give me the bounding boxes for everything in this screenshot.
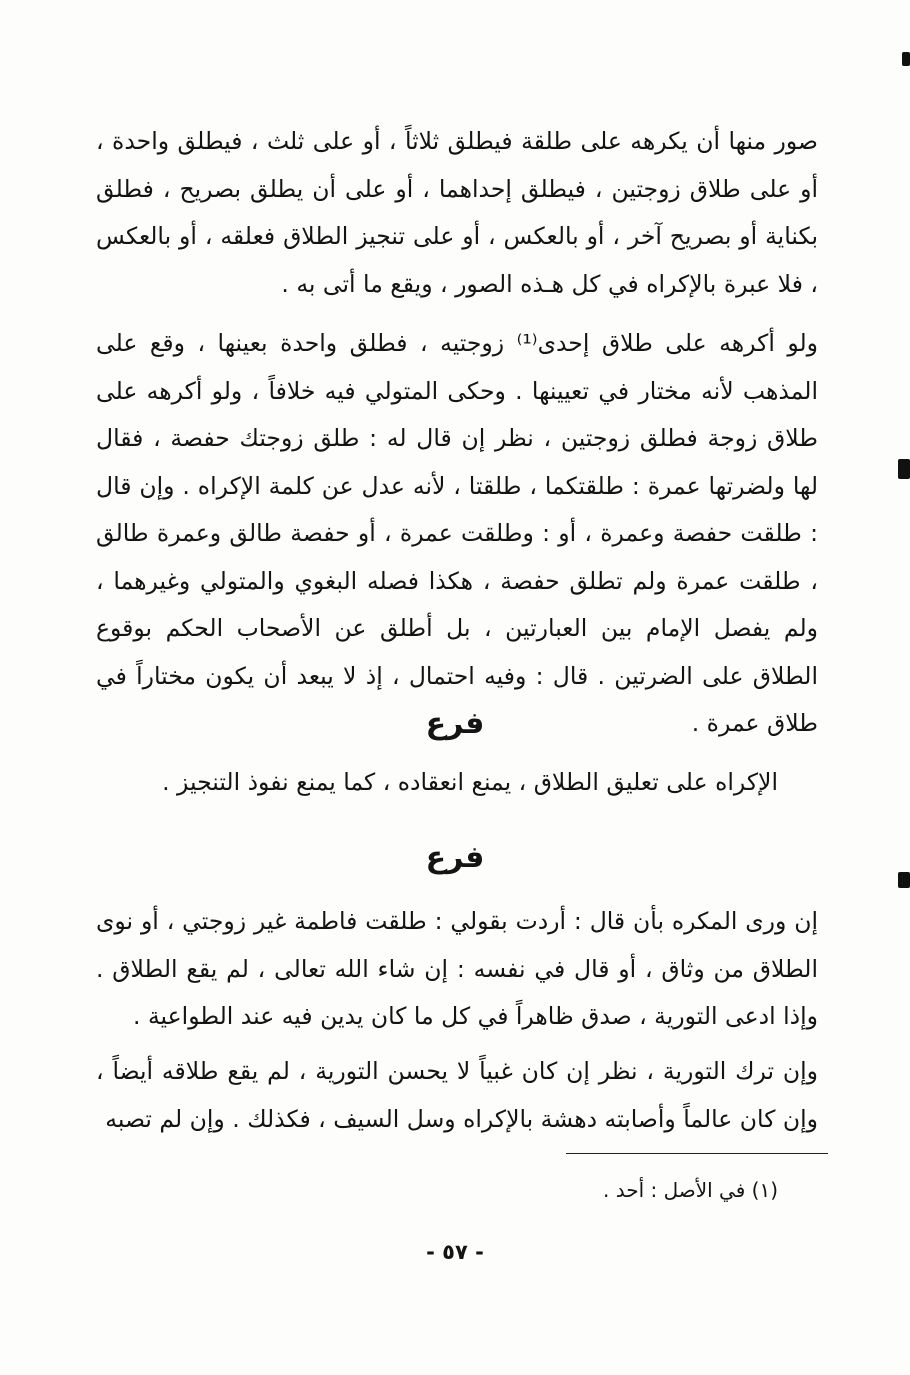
- paragraph-block-3: [96, 898, 818, 1041]
- section-heading-branch-1: فرع: [425, 706, 485, 741]
- page-number: - ٥٧ -: [426, 1240, 484, 1264]
- section-heading-branch-2: فرع: [425, 840, 485, 875]
- paragraph-1: صور منها أن يكرهه على طلقة فيطلق ثلاثاً ، أو على ثلث ، فيطلق واحدة ، أو على طلاق زوجتين ، فيطلق إحداهما ، أو على أن يطلق بصريح ، فطلق بكناية أو بصريح آخر ، أو بالعكس ، أو على تنجيز الطلاق فعلقه ، أو بالعكس ، فلا عبرة بالإكراه في كل هـذه الصور ، ويقع ما أتى به .: [96, 127, 818, 298]
- scan-margin-mark-top: [902, 52, 910, 66]
- scan-margin-mark-middle: [898, 459, 910, 479]
- paragraph-3: إن ورى المكره بأن قال : أردت بقولي : طلقت فاطمة غير زوجتي ، أو نوى الطلاق من وثاق ، أو قال في نفسه : إن شاء الله تعالى ، لم يقع الطلاق . وإذا ادعى التورية ، صدق ظاهراً في كل ما كان يدين فيه عند الطواعية .: [96, 907, 818, 1030]
- branch-1-text: الإكراه على تعليق الطلاق ، يمنع انعقاده ، كما يمنع نفوذ التنجيز .: [162, 768, 778, 796]
- paragraph-block-4: [96, 1048, 818, 1143]
- paragraph-block-1: [96, 118, 818, 308]
- footnote-separator: [566, 1153, 828, 1154]
- paragraph-4: وإن ترك التورية ، نظر إن كان غبياً لا يحسن التورية ، لم يقع طلاقه أيضاً ، وإن كان عالماً وأصابته دهشة بالإكراه وسل السيف ، فكذلك . وإن لم تصبه: [96, 1057, 818, 1133]
- paragraph-block-2: [96, 320, 818, 748]
- footnote: (١) في الأصل : أحد .: [603, 1178, 778, 1202]
- paragraph-2: ولو أكرهه على طلاق إحدى⁽¹⁾ زوجتيه ، فطلق واحدة بعينها ، وقع على المذهب لأنه مختار في تعيينها . وحكى المتولي فيه خلافاً ، ولو أكرهه على طلاق زوجة فطلق زوجتين ، نظر إن قال له : طلق زوجتك حفصة ، فقال لها ولضرتها عمرة : طلقتكما ، طلقتا ، لأنه عدل عن كلمة الإكراه . وإن قال : طلقت حفصة وعمرة ، أو : وطلقت عمرة ، أو حفصة طالق وعمرة طالق ، طلقت عمرة ولم تطلق حفصة ، هكذا فصله البغوي والمتولي وغيرهما ، ولم يفصل الإمام بين العبارتين ، بل أطلق عن الأصحاب الحكم بوقوع الطلاق على الضرتين . قال : وفيه احتمال ، إذ لا يبعد أن يكون مختاراً في طلاق عمرة .: [96, 329, 818, 737]
